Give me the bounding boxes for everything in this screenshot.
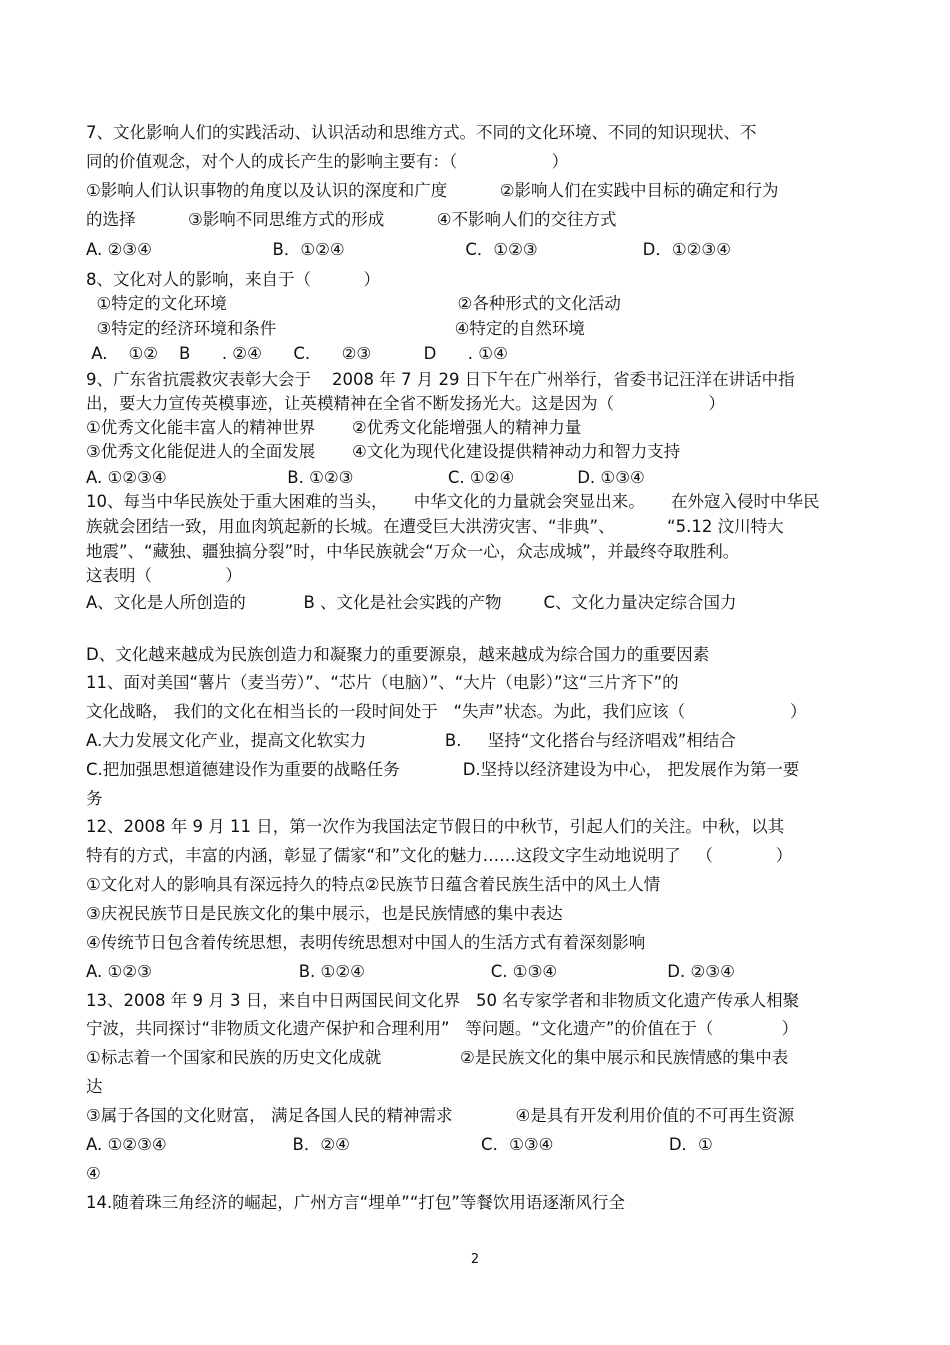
- text-line: ④传统节日包含着传统思想，表明传统思想对中国人的生活方式有着深刻影响: [86, 933, 646, 952]
- text-line: 11、面对美国“薯片（麦当劳）”、“芯片（电脑）”、“大片（电影）”这“三片齐下”的: [86, 673, 679, 692]
- text-line: ①影响人们认识事物的角度以及认识的深度和广度 ②影响人们在实践中目标的确定和行为: [86, 181, 779, 200]
- text-line: A. ②③④ B．①②④ C．①②③ D．①②③④: [86, 240, 731, 259]
- text-line: 务: [86, 789, 103, 808]
- text-line: A. ①②③④ B. ①②③ C. ①②④ D. ①③④: [86, 468, 645, 487]
- text-line: 文化战略， 我们的文化在相当长的一段时间处于 “失声”状态。为此，我们应该（ ）: [86, 702, 807, 721]
- text-line: 出，要大力宣传英模事迹，让英模精神在全省不断发扬光大。这是因为（ ）: [86, 394, 725, 413]
- text-line: 地震”、“藏独、疆独搞分裂”时，中华民族就会“万众一心，众志成城”，并最终夺取胜利。: [86, 542, 740, 561]
- text-line: ③优秀文化能促进人的全面发展 ④文化为现代化建设提供精神动力和智力支持: [86, 442, 681, 461]
- text-line: ①特定的文化环境 ②各种形式的文化活动: [86, 294, 621, 313]
- text-line: ①文化对人的影响具有深远持久的特点②民族节日蕴含着民族生活中的风土人情: [86, 875, 661, 894]
- text-line: A. ①②③ B. ①②④ C. ①③④ D. ②③④: [86, 962, 735, 981]
- text-line: ④: [86, 1164, 101, 1183]
- text-line: 7、文化影响人们的实践活动、认识活动和思维方式。不同的文化环境、不同的知识现状、不: [86, 123, 757, 142]
- text-line: A. ①②③④ B．②④ C．①③④ D．①: [86, 1135, 713, 1154]
- text-line: A、文化是人所创造的 B 、文化是社会实践的产物 C、文化力量决定综合国力: [86, 593, 737, 612]
- text-line: 宁波，共同探讨“非物质文化遗产保护和合理利用” 等问题。“文化遗产”的价值在于（ ）: [86, 1019, 799, 1038]
- text-line: 这表明（ ）: [86, 566, 242, 585]
- text-line: ①标志着一个国家和民族的历史文化成就 ②是民族文化的集中展示和民族情感的集中表: [86, 1048, 789, 1067]
- text-line: 14.随着珠三角经济的崛起，广州方言“埋单”“打包”等餐饮用语逐渐风行全: [86, 1193, 625, 1212]
- text-line: 10、每当中华民族处于重大困难的当头， 中华文化的力量就会突显出来。 在外寇入侵时中华民: [86, 492, 820, 511]
- text-line: 13、2008 年 9 月 3 日，来自中日两国民间文化界 50 名专家学者和非物质文化遗产传承人相聚: [86, 991, 800, 1010]
- text-line: C.把加强思想道德建设作为重要的战略任务 D.坚持以经济建设为中心， 把发展作为第一要: [86, 760, 800, 779]
- text-line: 特有的方式，丰富的内涵，彰显了儒家“和”文化的魅力……这段文字生动地说明了 （ ）: [86, 846, 793, 865]
- text-line: 的选择 ③影响不同思维方式的形成 ④不影响人们的交往方式: [86, 210, 617, 229]
- text-line: A. ①② B . ②④ C. ②③ D . ①④: [86, 344, 508, 363]
- text-line: D、文化越来越成为民族创造力和凝聚力的重要源泉，越来越成为综合国力的重要因素: [86, 645, 710, 664]
- text-line: ③庆祝民族节日是民族文化的集中展示，也是民族情感的集中表达: [86, 904, 563, 923]
- text-line: 族就会团结一致，用血肉筑起新的长城。在遭受巨大洪涝灾害、“非典”、 “5.12 汶川特大: [86, 517, 784, 536]
- text-line: 9、广东省抗震救灾表彰大会于 2008 年 7 月 29 日下午在广州举行，省委书记汪洋在讲话中指: [86, 370, 795, 389]
- text-line: 同的价值观念，对个人的成长产生的影响主要有：（ ）: [86, 152, 569, 171]
- text-line: 达: [86, 1077, 103, 1096]
- text-line: 12、2008 年 9 月 11 日，第一次作为我国法定节假日的中秋节，引起人们的关注。中秋，以其: [86, 817, 785, 836]
- page-number: 2: [470, 1252, 480, 1267]
- text-line: ①优秀文化能丰富人的精神世界 ②优秀文化能增强人的精神力量: [86, 418, 582, 437]
- text-line: ③特定的经济环境和条件 ④特定的自然环境: [86, 319, 585, 338]
- text-line: 8、文化对人的影响，来自于（ ）: [86, 270, 380, 289]
- text-line: A.大力发展文化产业，提高文化软实力 B. 坚持“文化搭台与经济唱戏”相结合: [86, 731, 736, 750]
- text-line: ③属于各国的文化财富， 满足各国人民的精神需求 ④是具有开发利用价值的不可再生资源: [86, 1106, 795, 1125]
